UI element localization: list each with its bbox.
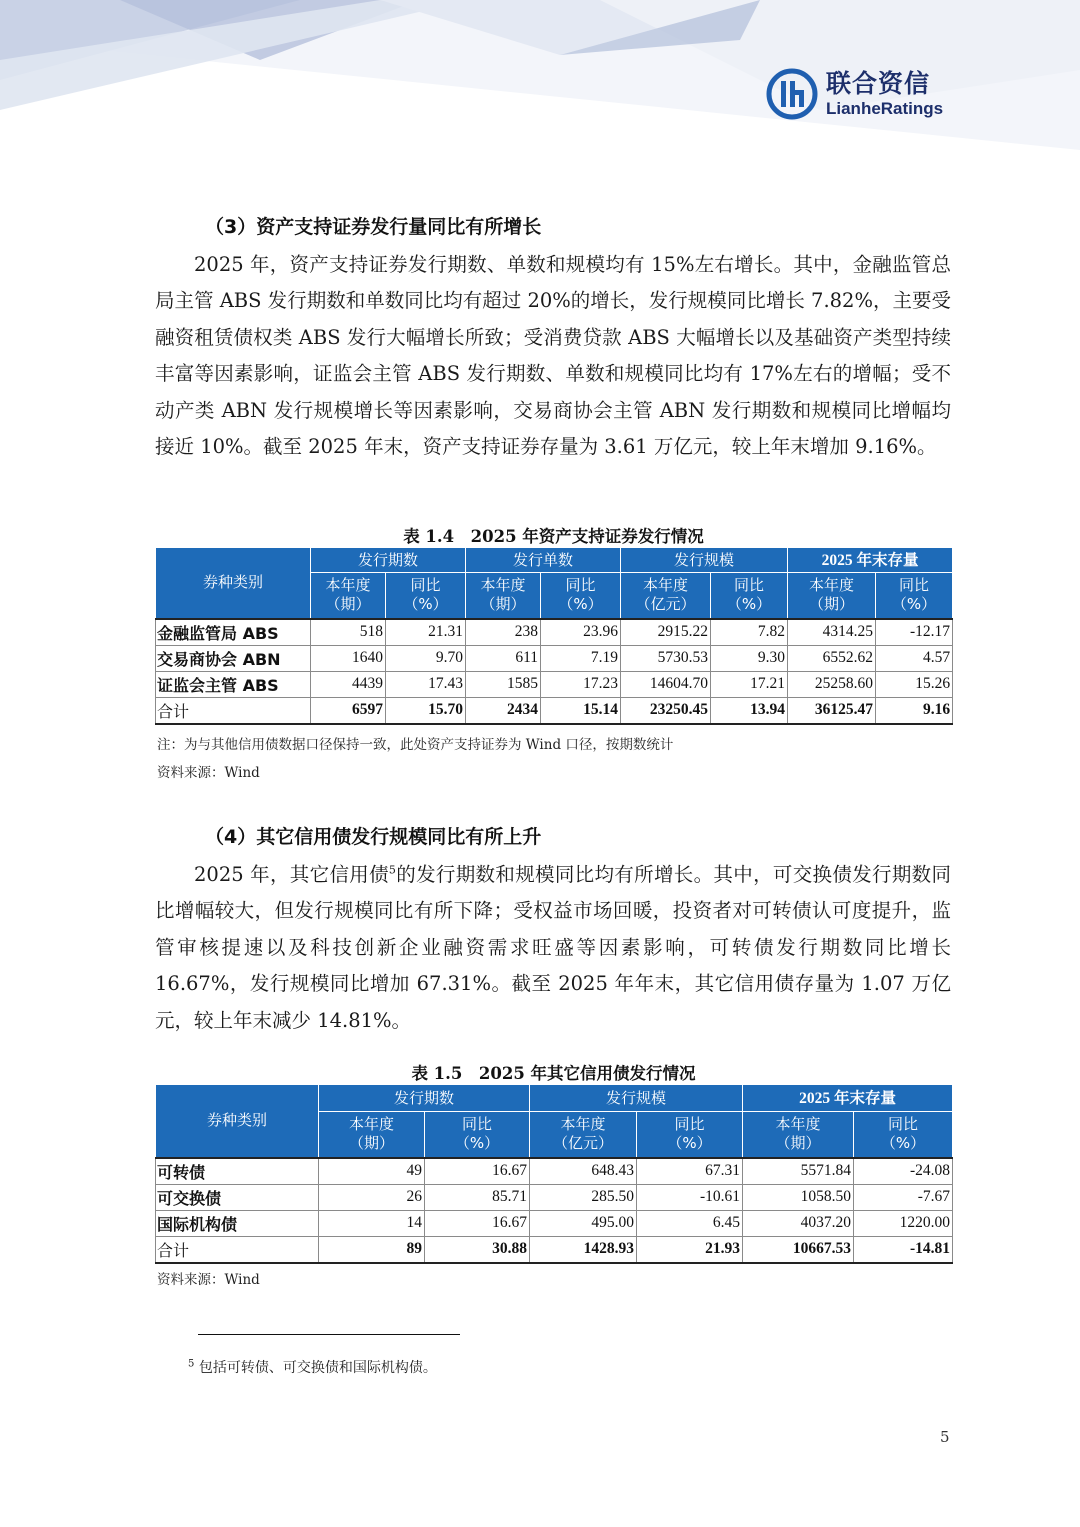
table-cell: 5571.84: [743, 1158, 854, 1185]
table-row: [156, 1184, 953, 1210]
table-cell: 14: [319, 1210, 425, 1236]
table-cell: 9.30: [711, 645, 788, 671]
row-label: 可转债: [156, 1158, 319, 1185]
table15-group-header: 2025 年末存量: [743, 1085, 953, 1112]
table-cell: 9.16: [876, 697, 953, 724]
subheader-label: 同比: [565, 576, 596, 595]
table-cell: 5730.53: [621, 645, 711, 671]
table-cell: 285.50: [530, 1184, 637, 1210]
subheader-label: 本年度: [643, 576, 689, 595]
table-cell: 49: [319, 1158, 425, 1185]
table-cell: -24.08: [854, 1158, 953, 1185]
footnote-divider: [198, 1334, 460, 1335]
table-cell: 15.14: [541, 697, 621, 724]
section3-paragraph: 2025 年，资产支持证券发行期数、单数和规模均有 15%左右增长。其中，金融监管总局主管 ABS 发行期数和单数同比均有超过 20%的增长，发行规模同比增长 7.82%，主要受融资租赁债权类 ABS 发行大幅增长所致；受消费贷款 ABS 大幅增长以及基础资产类型持续丰富等因素影响，证监会主管 ABS 发行期数、单数和规模同比均有 17%左右的增幅；受不动产类 ABN 发行规模增长等因素影响，交易商协会主管 ABN 发行期数和规模同比增幅均接近 10%。截至 2025 年末，资产支持证券存量为 3.61 万亿元，较上年末增加 9.16%。: [155, 253, 951, 459]
table-cell: 89: [319, 1236, 425, 1263]
subheader-label: 本年度: [775, 1115, 821, 1134]
logo-name-en: LianheRatings: [826, 99, 944, 118]
section4-paragraph: [155, 857, 951, 1039]
table-cell: 30.88: [425, 1236, 530, 1263]
table-cell: 17.43: [386, 671, 466, 697]
subheader-label: 同比: [734, 576, 765, 595]
table14-subheader: [788, 573, 876, 619]
table-row: [156, 671, 953, 697]
table-cell: 1585: [466, 671, 541, 697]
table-cell: 238: [466, 619, 541, 646]
table-cell: 23250.45: [621, 697, 711, 724]
table-cell: 23.96: [541, 619, 621, 646]
table-cell: 2915.22: [621, 619, 711, 646]
table-row: [156, 645, 953, 671]
table-cell: 36125.47: [788, 697, 876, 724]
table-cell: 10667.53: [743, 1236, 854, 1263]
subheader-unit: （亿元）: [635, 595, 696, 614]
subheader-unit: （期）: [775, 1134, 821, 1153]
company-logo: [766, 66, 943, 122]
table-cell: 67.31: [637, 1158, 743, 1185]
subheader-unit: （亿元）: [553, 1134, 614, 1153]
row-label: 合计: [156, 1236, 319, 1263]
subheader-label: 本年度: [480, 576, 526, 595]
table14-subheader: [711, 573, 788, 619]
table-cell: 1220.00: [854, 1210, 953, 1236]
subheader-label: 同比: [410, 576, 441, 595]
subheader-unit: （期）: [325, 595, 371, 614]
subheader-unit: （%）: [558, 595, 603, 614]
table-cell: -7.67: [854, 1184, 953, 1210]
table-cell: 13.94: [711, 697, 788, 724]
table-cell: 17.21: [711, 671, 788, 697]
table-cell: 15.26: [876, 671, 953, 697]
section4-heading: （4）其它信用债发行规模同比有所上升: [205, 826, 542, 848]
table-cell: 7.82: [711, 619, 788, 646]
row-label: 交易商协会 ABN: [156, 645, 311, 671]
table14-caption: 表 1.4 2025 年资产支持证券发行情况: [403, 527, 704, 546]
table-cell: 611: [466, 645, 541, 671]
logo-name-cn: 联合资信: [826, 69, 931, 98]
paragraph-text: 的发行期数和规模同比均有所增长。其中，可交换债发行期数同比增幅较大，但发行规模同比有所下降；受权益市场回暖，投资者对可转债认可度提升，监管审核提速以及科技创新企业融资需求旺盛等因素影响，可转债发行期数同比增长 16.67%，发行规模同比增加 67.31%。截至 2025 年年末，其它信用债存量为 1.07 万亿元，较上年末减少 14.81%。: [155, 863, 951, 1032]
subheader-label: 本年度: [348, 1115, 394, 1134]
table15-subheader: [319, 1112, 425, 1158]
table-cell: 17.23: [541, 671, 621, 697]
table15-subheader: [854, 1112, 953, 1158]
table-cell: 1640: [311, 645, 386, 671]
table15-caption: 表 1.5 2025 年其它信用债发行情况: [411, 1064, 696, 1083]
subheader-unit: （%）: [454, 1134, 500, 1153]
table-cell: 4037.20: [743, 1210, 854, 1236]
table14-header-category: 券种类别: [156, 548, 311, 619]
table-cell: 14604.70: [621, 671, 711, 697]
paragraph-text: 2025 年，其它信用债: [194, 863, 389, 886]
subheader-unit: （期）: [480, 595, 526, 614]
row-label: 证监会主管 ABS: [156, 671, 311, 697]
row-label: 国际机构债: [156, 1210, 319, 1236]
subheader-unit: （期）: [809, 595, 855, 614]
table-cell: 2434: [466, 697, 541, 724]
footnote-number: 5: [188, 1358, 195, 1370]
table-row: [156, 1158, 953, 1185]
subheader-unit: （%）: [667, 1134, 712, 1153]
table14-subheader: [621, 573, 711, 619]
subheader-label: 本年度: [325, 576, 371, 595]
table15-group-header: 发行期数: [319, 1085, 530, 1112]
footnote-ref[interactable]: 5: [388, 863, 396, 877]
table15-subheader: [743, 1112, 854, 1158]
table-cell: 85.71: [425, 1184, 530, 1210]
table-cell: 15.70: [386, 697, 466, 724]
table14: [155, 547, 953, 725]
row-label: 可交换债: [156, 1184, 319, 1210]
table15-subheader: [637, 1112, 743, 1158]
subheader-unit: （%）: [726, 595, 772, 614]
subheader-label: 本年度: [809, 576, 855, 595]
footnote-text: 包括可转债、可交换债和国际机构债。: [198, 1360, 437, 1376]
table-cell: 1428.93: [530, 1236, 637, 1263]
table-cell: 9.70: [386, 645, 466, 671]
table-cell: 518: [311, 619, 386, 646]
table14-group-header: 发行规模: [621, 548, 788, 573]
table14-note: 注：为与其他信用债数据口径保持一致，此处资产支持证券为 Wind 口径，按期数统计: [157, 737, 674, 753]
table-cell: 648.43: [530, 1158, 637, 1185]
table15-header-category: 券种类别: [156, 1085, 319, 1158]
subheader-label: 同比: [674, 1115, 705, 1134]
table-cell: 16.67: [425, 1158, 530, 1185]
subheader-unit: （%）: [891, 595, 937, 614]
table-cell: 16.67: [425, 1210, 530, 1236]
table-row: [156, 1210, 953, 1236]
table-row-total: [156, 1236, 953, 1263]
table-cell: 4314.25: [788, 619, 876, 646]
subheader-unit: （期）: [348, 1134, 394, 1153]
table-cell: 4439: [311, 671, 386, 697]
row-label: 金融监管局 ABS: [156, 619, 311, 646]
subheader-unit: （%）: [403, 595, 448, 614]
subheader-label: 同比: [888, 1115, 919, 1134]
table14-subheader: [541, 573, 621, 619]
subheader-label: 同比: [462, 1115, 493, 1134]
row-label: 合计: [156, 697, 311, 724]
table-cell: -10.61: [637, 1184, 743, 1210]
table-cell: 6597: [311, 697, 386, 724]
subheader-label: 同比: [899, 576, 930, 595]
table14-subheader: [386, 573, 466, 619]
table-cell: 4.57: [876, 645, 953, 671]
table-cell: 25258.60: [788, 671, 876, 697]
table14-group-header: 2025 年末存量: [788, 548, 953, 573]
table15-source: 资料来源：Wind: [157, 1272, 260, 1288]
section3-heading: （3）资产支持证券发行量同比有所增长: [205, 216, 542, 238]
table15-subheader: [530, 1112, 637, 1158]
subheader-unit: （%）: [880, 1134, 926, 1153]
table14-subheader: [311, 573, 386, 619]
table14-group-header: 发行单数: [466, 548, 621, 573]
table-row-total: [156, 697, 953, 724]
table-cell: 1058.50: [743, 1184, 854, 1210]
subheader-label: 本年度: [560, 1115, 606, 1134]
table15-subheader: [425, 1112, 530, 1158]
page-number: 5: [940, 1428, 950, 1446]
table-cell: 21.93: [637, 1236, 743, 1263]
table-cell: 495.00: [530, 1210, 637, 1236]
footnote: [188, 1357, 437, 1377]
logo-mark-icon: [766, 68, 818, 120]
table-cell: 26: [319, 1184, 425, 1210]
table-cell: 21.31: [386, 619, 466, 646]
table-cell: 6552.62: [788, 645, 876, 671]
table14-subheader: [876, 573, 953, 619]
table-cell: -14.81: [854, 1236, 953, 1263]
table15-group-header: 发行规模: [530, 1085, 743, 1112]
table-cell: 6.45: [637, 1210, 743, 1236]
table14-group-header: 发行期数: [311, 548, 466, 573]
table15: [155, 1084, 953, 1264]
table14-source: 资料来源：Wind: [157, 765, 260, 781]
table-cell: -12.17: [876, 619, 953, 646]
table-cell: 7.19: [541, 645, 621, 671]
table-row: [156, 619, 953, 646]
table14-subheader: [466, 573, 541, 619]
